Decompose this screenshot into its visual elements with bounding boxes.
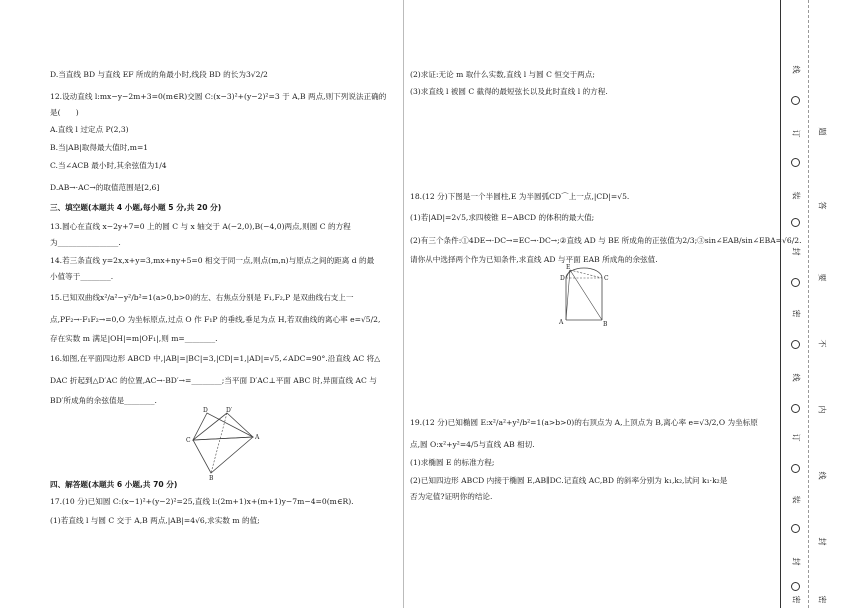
q16-stem-cont: DAC 折起到△D′AC 的位置,AC→·BD′→=________;当平面 D′AC⊥平面 ABC 时,异面直线 AC 与 — [50, 376, 377, 385]
q18-figure — [556, 262, 612, 328]
q12-stem-cont: 是( ) — [50, 108, 79, 117]
q11-option-d: D.当直线 BD 与直线 EF 所成的角最小时,线段 BD 的长为3√2/2 — [50, 70, 268, 79]
q18-stem: 18.(12 分)下图是一个半圆柱,E 为半圆弧CD⌒上一点,|CD|=√5. — [410, 192, 630, 201]
q12-option-c: C.当∠ACB 最小时,其余弦值为1/4 — [50, 161, 167, 170]
label-d: D — [560, 275, 565, 282]
label-a: A — [255, 434, 260, 441]
binding-hole — [791, 464, 800, 473]
binding-hole — [791, 340, 800, 349]
q12-option-a: A.直线 l 过定点 P(2,3) — [50, 125, 129, 134]
label-b: B — [209, 475, 214, 480]
label-b: B — [603, 321, 608, 328]
q16-stem: 16.如图,在平面四边形 ABCD 中,|AB|=|BC|=3,|CD|=1,|AD|=√5,∠ADC=90°.沿直线 AC 将△ — [50, 354, 381, 363]
q14-blank: 小值等于________. — [50, 272, 114, 281]
label-e: E — [566, 264, 571, 271]
q19-part-2: (2)已知四边形 ABCD 内接于椭圆 E,AB∥DC.记直线 AC,BD 的斜率分别为 k₁,k₂,试问 k₁·k₂是 — [410, 476, 728, 485]
q15-stem: 15.已知双曲线x²/a²−y²/b²=1(a>0,b>0)的左、右焦点分别是 F₁,F₂,P 是双曲线右支上一 — [50, 293, 354, 302]
q15-stem-cont: 点,PF₂→·F₁F₂→=0,O 为坐标原点,过点 O 作 F₁P 的垂线,垂足为点 H,若双曲线的离心率 e=√5/2, — [50, 315, 381, 324]
q17-part-1: (1)若直线 l 与圆 C 交于 A,B 两点,|AB|=4√6,求实数 m 的值; — [50, 516, 260, 525]
rail-char-inner: 封 — [817, 537, 827, 546]
q19-part-1: (1)求椭圆 E 的标准方程; — [410, 458, 495, 467]
q17-part-2: (2)求证:无论 m 取什么实数,直线 l 与圆 C 恒交于两点; — [410, 70, 595, 79]
rail-char-outer: 封 — [791, 247, 801, 256]
binding-hole — [791, 582, 800, 591]
rail-char-outer: 线 — [791, 65, 801, 74]
q12-option-d: D.AB→·AC→的取值范围是[2,6] — [50, 183, 160, 192]
rail-char-outer: 封 — [791, 557, 801, 566]
label-a: A — [559, 319, 564, 326]
label-c: C — [604, 275, 609, 282]
rail-char-outer: 订 — [791, 433, 801, 442]
rail-char-inner: 密 — [817, 595, 827, 604]
rail-char-inner: 不 — [817, 339, 827, 348]
rail-char-outer: 装 — [791, 191, 801, 200]
rail-char-outer: 密 — [791, 595, 801, 604]
q17-stem: 17.(10 分)已知圆 C:(x−1)²+(y−2)²=25,直线 l:(2m+1)x+(m+1)y−7m−4=0(m∈R). — [50, 497, 354, 506]
q18-part-2-cont: 请你从中选择两个作为已知条件,求直线 AD 与平面 EAB 所成角的余弦值. — [410, 255, 658, 264]
q19-stem-cont: 点,圆 O:x²+y²=4/5与直线 AB 相切. — [410, 440, 535, 449]
label-d-prime: D′ — [226, 407, 233, 414]
rail-char-inner: 内 — [817, 405, 827, 414]
q16-figure — [185, 405, 265, 480]
q16-blank: BD′所成角的余弦值是________. — [50, 396, 157, 405]
label-d: D — [203, 407, 208, 414]
rail-char-outer: 订 — [791, 129, 801, 138]
rail-char-outer: 密 — [791, 309, 801, 318]
binding-hole — [791, 278, 800, 287]
q15-blank: 存在实数 m 满足|OH|=m|OF₁|,则 m=________. — [50, 334, 218, 343]
q18-part-2: (2)有三个条件:①4DE→·DC→=EC→·DC→;②直线 AD 与 BE 所成角的正弦值为2/3;③sin∠EAB/sin∠EBA=√6/2. — [410, 236, 802, 245]
q12-stem: 12.设动直线 l:mx−y−2m+3=0(m∈R)交圆 C:(x−3)²+(y−2)²=3 于 A,B 两点,则下列说法正确的 — [50, 92, 387, 101]
binding-rail-line — [780, 0, 781, 608]
rail-char-inner: 线 — [817, 471, 827, 480]
binding-hole — [791, 158, 800, 167]
rail-char-inner: 题 — [817, 127, 827, 136]
column-divider — [403, 0, 404, 608]
q19-part-2-cont: 否为定值?证明你的结论. — [410, 492, 493, 501]
label-c: C — [186, 437, 191, 444]
binding-hole — [791, 404, 800, 413]
section-4-heading: 四、解答题(本题共 6 小题,共 70 分) — [50, 480, 178, 489]
binding-dash-line — [808, 0, 809, 608]
binding-hole — [791, 524, 800, 533]
binding-hole — [791, 218, 800, 227]
binding-hole — [791, 96, 800, 105]
rail-char-inner: 答 — [817, 201, 827, 210]
q19-stem: 19.(12 分)已知椭圆 E:x²/a²+y²/b²=1(a>b>0)的右顶点为 A,上顶点为 B,离心率 e=√3/2,O 为坐标原 — [410, 418, 758, 427]
q12-option-b: B.当|AB|取得最大值时,m=1 — [50, 143, 149, 152]
q13-stem: 13.圆心在直线 x−2y+7=0 上的圆 C 与 x 轴交于 A(−2,0),B(−4,0)两点,则圆 C 的方程 — [50, 222, 351, 231]
q13-blank: 为________________. — [50, 238, 121, 247]
q14-stem: 14.若三条直线 y=2x,x+y=3,mx+ny+5=0 相交于同一点,则点(m,n)与原点之间的距离 d 的最 — [50, 256, 375, 265]
rail-char-outer: 线 — [791, 373, 801, 382]
rail-char-inner: 要 — [817, 273, 827, 282]
rail-char-outer: 装 — [791, 495, 801, 504]
q18-part-1: (1)若|AD|=2√5,求四棱锥 E−ABCD 的体积的最大值; — [410, 213, 595, 222]
q17-part-3: (3)求直线 l 被圆 C 截得的最短弦长以及此时直线 l 的方程. — [410, 87, 608, 96]
section-3-heading: 三、填空题(本题共 4 小题,每小题 5 分,共 20 分) — [50, 203, 222, 212]
